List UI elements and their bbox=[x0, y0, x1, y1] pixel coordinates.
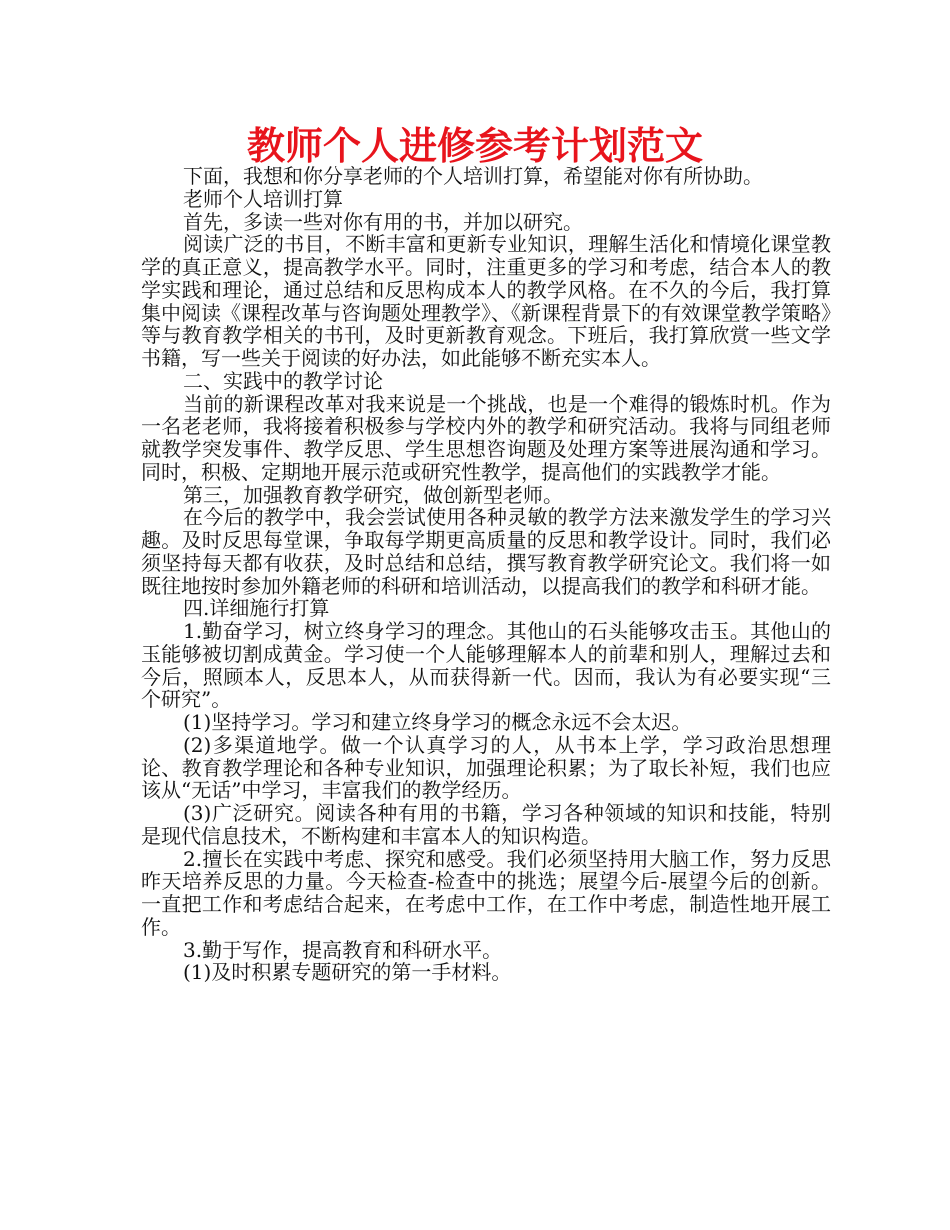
paragraph: 当前的新课程改革对我来说是一个挑战，也是一个难得的锻炼时机。作为一名老老师，我将接着积极参与学校内外的教学和研究活动。我将与同组老师就教学突发事件、教学反思、学生思想咨询题及处理方案等进展沟通和学习。同时，积极、定期地开展示范或研究性教学，提高他们的实践教学才能。 bbox=[141, 391, 831, 484]
section-heading: 老师个人培训打算 bbox=[183, 186, 343, 211]
list-item: (3)广泛研究。阅读各种有用的书籍，学习各种领域的知识和技能，特别是现代信息技术，不断构建和丰富本人的知识构造。 bbox=[141, 801, 831, 848]
paragraph: 阅读广泛的书目，不断丰富和更新专业知识，理解生活化和情境化课堂教学的真正意义，提高教学水平。同时，注重更多的学习和考虑，结合本人的教学实践和理论，通过总结和反思构成本人的教学风格。在不久的今后，我打算集中阅读《课程改革与咨询题处理教学》、《新课程背景下的有效课堂教学策略》等与教育教学相关的书刊，及时更新教育观念。下班后，我打算欣赏一些文学书籍，写一些关于阅读的好办法，如此能够不断充实本人。 bbox=[141, 232, 831, 370]
section-heading: 3.勤于写作，提高教育和科研水平。 bbox=[183, 937, 503, 962]
list-item: (1)坚持学习。学习和建立终身学习的概念永远不会太迟。 bbox=[183, 710, 692, 734]
document-body bbox=[141, 165, 831, 984]
list-item: (1)及时积累专题研究的第一手材料。 bbox=[183, 960, 512, 985]
paragraph: 在今后的教学中，我会尝试使用各种灵敏的教学方法来激发学生的学习兴趣。及时反思每堂课，争取每学期更高质量的反思和教学设计。同时，我们必须坚持每天都有收获，及时总结和总结，撰写教育教学研究论文。我们将一如既往地按时参加外籍老师的科研和培训活动，以提高我们的教学和科研才能。 bbox=[141, 505, 831, 598]
paragraph: 下面，我想和你分享老师的个人培训打算，希望能对你有所协助。 bbox=[183, 164, 763, 188]
section-heading: 四.详细施行打算 bbox=[183, 596, 330, 621]
document-title: 教师个人进修参考计划范文 bbox=[246, 124, 703, 168]
section-heading: 第三，加强教育教学研究，做创新型老师。 bbox=[183, 482, 563, 507]
section-heading: 首先，多读一些对你有用的书，并加以研究。 bbox=[183, 209, 583, 234]
paragraph: 2.擅长在实践中考虑、探究和感受。我们必须坚持用大脑工作，努力反思昨天培养反思的力量。今天检查-检查中的挑选；展望今后-展望今后的创新。一直把工作和考虑结合起来，在考虑中工作，在工作中考虑，制造性地开展工作。 bbox=[141, 846, 831, 939]
section-heading: 二、实践中的教学讨论 bbox=[183, 368, 383, 393]
list-item: (2)多渠道地学。做一个认真学习的人，从书本上学，学习政治思想理论、教育教学理论和各种专业知识，加强理论积累；为了取长补短，我们也应该从“无话”中学习，丰富我们的教学经历。 bbox=[141, 732, 831, 803]
paragraph: 1.勤奋学习，树立终身学习的理念。其他山的石头能够攻击玉。其他山的玉能够被切割成黄金。学习使一个人能够理解本人的前辈和别人，理解过去和今后，照顾本人，反思本人，从而获得新一代。因而，我认为有必要实现“三个研究”。 bbox=[141, 619, 831, 712]
